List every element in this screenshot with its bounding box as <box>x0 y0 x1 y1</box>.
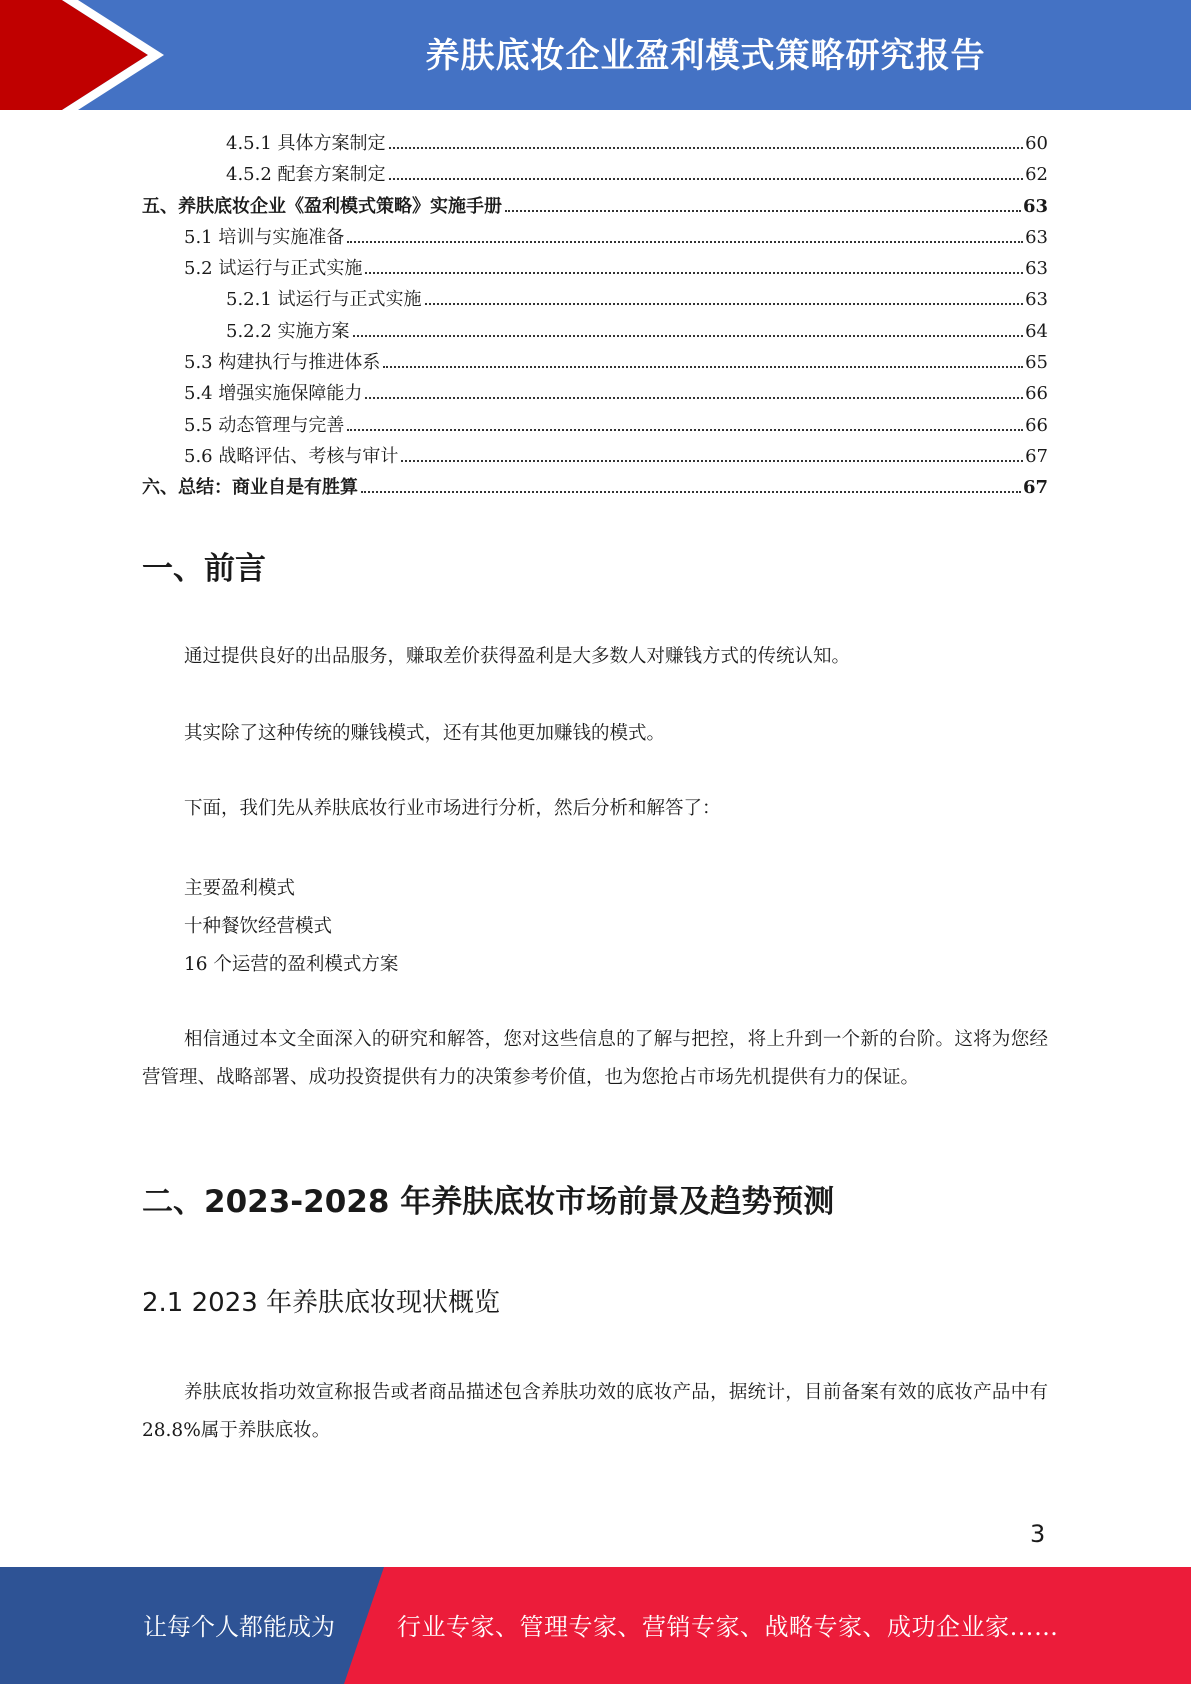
toc-entry-page: 66 <box>1025 414 1048 436</box>
toc-entry[interactable] <box>142 128 1048 159</box>
toc-entry[interactable] <box>142 253 1048 284</box>
toc-leader-dots <box>383 366 1023 368</box>
table-of-contents <box>142 128 1048 504</box>
toc-leader-dots <box>365 272 1023 274</box>
report-title: 养肤底妆企业盈利模式策略研究报告 <box>425 36 986 76</box>
toc-entry[interactable] <box>142 159 1048 190</box>
toc-entry-title: 5.6 战略评估、考核与审计 <box>184 445 399 467</box>
toc-entry-title: 5.5 动态管理与完善 <box>184 414 345 436</box>
toc-entry-page: 64 <box>1025 320 1048 342</box>
toc-entry-page: 60 <box>1025 133 1048 154</box>
footer-slogan-right: 行业专家、管理专家、营销专家、战略专家、成功企业家…… <box>397 1613 1059 1641</box>
toc-entry[interactable] <box>142 191 1048 222</box>
toc-leader-dots <box>425 303 1024 305</box>
toc-leader-dots <box>401 460 1023 462</box>
toc-entry[interactable] <box>142 316 1048 347</box>
toc-leader-dots <box>347 241 1023 243</box>
toc-entry[interactable] <box>142 347 1048 378</box>
footer-banner <box>0 1567 1191 1684</box>
toc-entry-title: 4.5.2 配套方案制定 <box>226 164 386 186</box>
toc-leader-dots <box>353 335 1024 337</box>
toc-entry-title: 5.2.2 实施方案 <box>226 320 350 342</box>
list-item: 十种餐饮经营模式 <box>184 916 333 937</box>
toc-leader-dots <box>365 397 1023 399</box>
header-banner <box>0 0 1191 110</box>
toc-entry-title: 六、总结：商业自是有胜算 <box>142 477 358 499</box>
section-heading-preface: 一、前言 <box>142 551 266 587</box>
section-heading-market: 二、2023-2028 年养肤底妆市场前景及趋势预测 <box>142 1184 835 1220</box>
toc-entry[interactable] <box>142 222 1048 253</box>
toc-entry-page: 63 <box>1025 258 1048 280</box>
paragraph: 养肤底妆指功效宣称报告或者商品描述包含养肤功效的底妆产品，据统计，目前备案有效的底妆产品中有 28.8%属于养肤底妆。 <box>142 1382 1048 1441</box>
toc-entry[interactable] <box>142 378 1048 409</box>
toc-entry-title: 5.2 试运行与正式实施 <box>184 258 363 280</box>
paragraph: 其实除了这种传统的赚钱模式，还有其他更加赚钱的模式。 <box>184 723 666 744</box>
toc-entry-page: 67 <box>1025 445 1048 467</box>
toc-entry[interactable] <box>142 284 1048 315</box>
toc-leader-dots <box>361 491 1021 493</box>
paragraph: 通过提供良好的出品服务，赚取差价获得盈利是大多数人对赚钱方式的传统认知。 <box>184 646 851 667</box>
toc-entry-page: 67 <box>1022 477 1048 499</box>
toc-entry-page: 62 <box>1025 164 1048 186</box>
page-number: 3 <box>1030 1520 1046 1548</box>
list-item: 16 个运营的盈利模式方案 <box>184 954 399 975</box>
toc-leader-dots <box>389 178 1024 180</box>
toc-entry-page: 63 <box>1022 195 1048 217</box>
toc-entry-title: 5.4 增强实施保障能力 <box>184 383 363 405</box>
toc-entry-title: 5.1 培训与实施准备 <box>184 226 345 248</box>
toc-entry-title: 5.3 构建执行与推进体系 <box>184 352 381 374</box>
toc-leader-dots <box>505 210 1021 212</box>
subsection-heading: 2.1 2023 年养肤底妆现状概览 <box>142 1288 501 1318</box>
toc-leader-dots <box>347 429 1023 431</box>
list-item: 主要盈利模式 <box>184 878 296 899</box>
toc-entry[interactable] <box>142 441 1048 472</box>
toc-entry-page: 66 <box>1025 383 1048 405</box>
toc-entry[interactable] <box>142 472 1048 503</box>
toc-entry-page: 63 <box>1025 289 1048 311</box>
footer-slogan-left: 让每个人都能成为 <box>143 1613 335 1641</box>
toc-entry-title: 五、养肤底妆企业《盈利模式策略》实施手册 <box>142 195 502 217</box>
toc-entry-page: 65 <box>1025 352 1048 374</box>
paragraph: 下面，我们先从养肤底妆行业市场进行分析，然后分析和解答了： <box>184 798 721 819</box>
toc-entry-title: 4.5.1 具体方案制定 <box>226 133 386 154</box>
toc-leader-dots <box>389 147 1024 149</box>
paragraph: 相信通过本文全面深入的研究和解答，您对这些信息的了解与把控，将上升到一个新的台阶。这将为您经营管理、战略部署、成功投资提供有力的决策参考价值，也为您抢占市场先机提供有力的保证。 <box>142 1029 1048 1088</box>
toc-entry[interactable] <box>142 410 1048 441</box>
toc-entry-title: 5.2.1 试运行与正式实施 <box>226 289 422 311</box>
toc-entry-page: 63 <box>1025 226 1048 248</box>
